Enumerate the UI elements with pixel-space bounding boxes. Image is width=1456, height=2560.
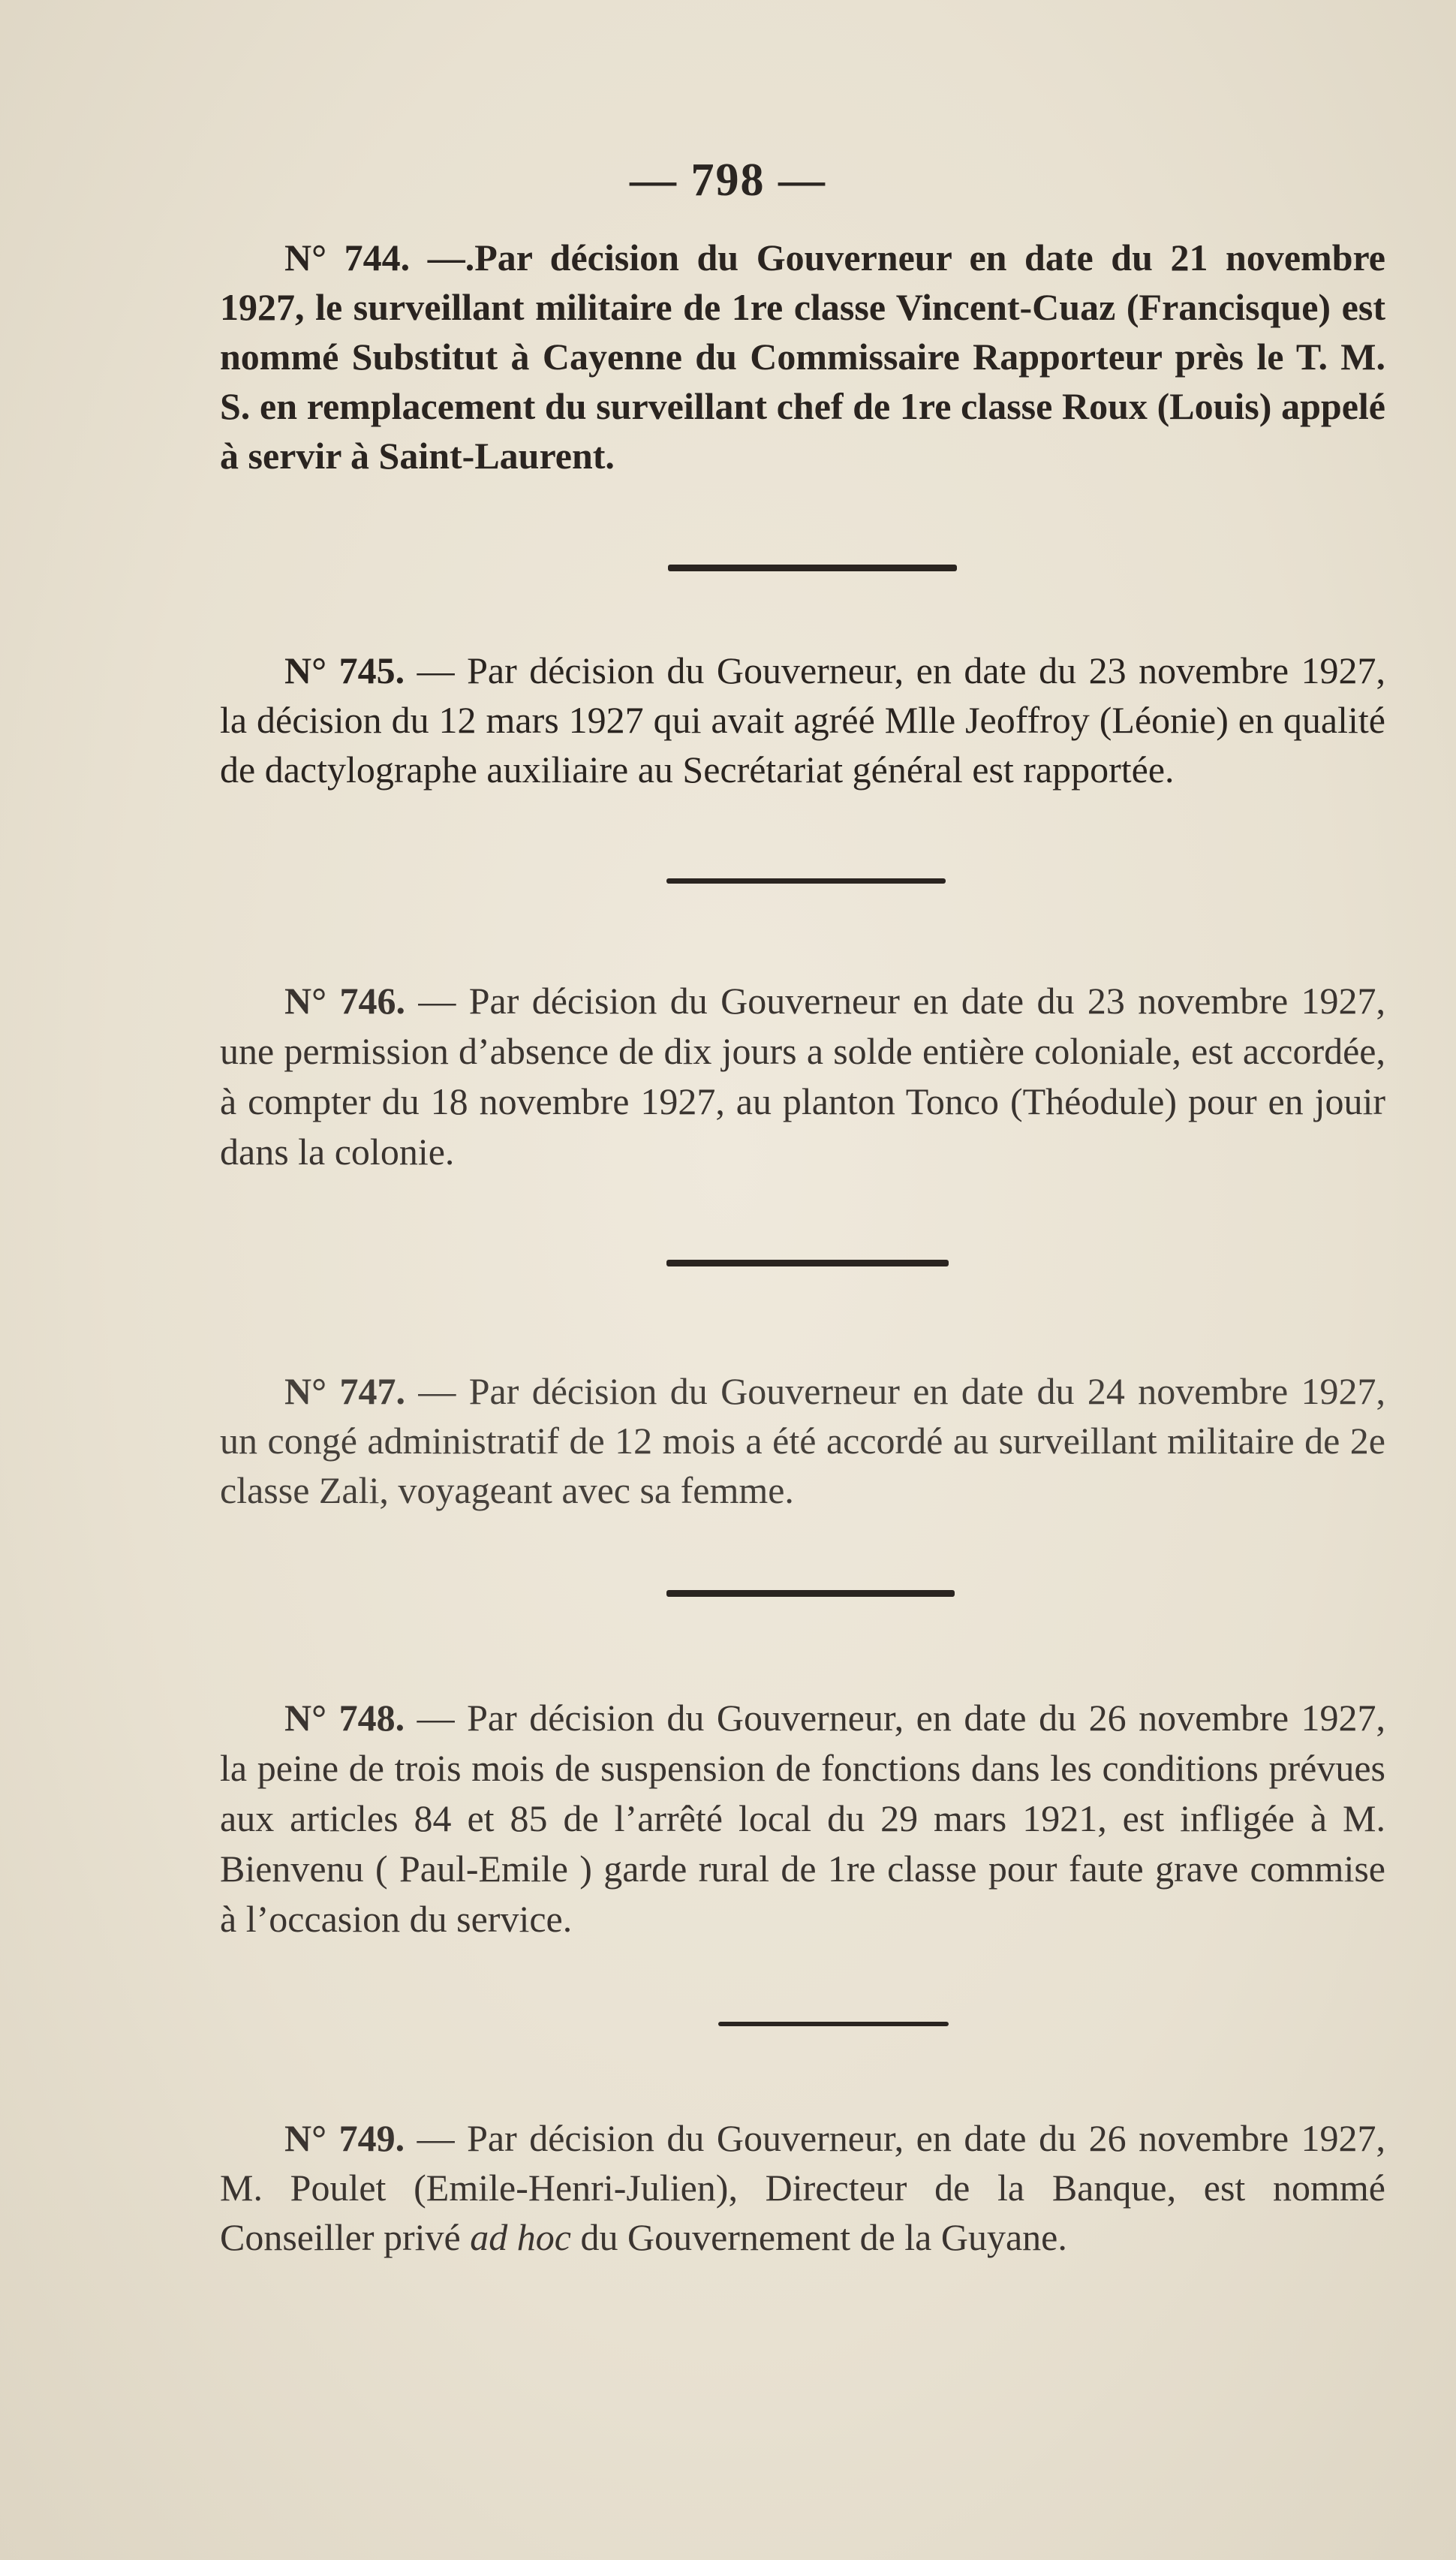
entry-text: — Par décision du Gouverneur, en date du 23 novembre 1927, la décision du 12 mars 1927 qui avait agréé Mlle Jeoffroy (Léonie) en qualité de dactylographe auxiliaire au Secrétariat général est rapportée. xyxy=(220,649,1386,791)
entry-text: — Par décision du Gouverneur, en date du 26 novembre 1927, la peine de trois mois de suspension de fonctions dans les conditions prévues aux articles 84 et 85 de l’arrêté local du 29 mars 1921, est infligée à M. Bienvenu ( Paul-Emile ) garde rural de 1re classe pour faute grave commise à l’occasion du service. xyxy=(220,1697,1386,1940)
entry-text-end: du Gouvernement de la Guyane. xyxy=(570,2216,1067,2258)
separator-rule xyxy=(666,1590,955,1597)
entry-text: — Par décision du Gouverneur, en date du 26 novembre 1927, M. Poulet (Emile-Henri-Julien), Directeur de la Banque, est nommé Conseiller privé xyxy=(220,2117,1386,2258)
entry-italic-text: ad hoc xyxy=(470,2216,571,2258)
entry-number: N° 744. xyxy=(284,236,411,279)
entry-paragraph xyxy=(220,646,1385,794)
entry-paragraph xyxy=(220,1366,1385,1515)
entry-paragraph xyxy=(220,976,1385,1177)
entry-744 xyxy=(220,233,1385,480)
entry-paragraph xyxy=(220,2113,1385,2262)
entry-paragraph xyxy=(220,1693,1385,1944)
entry-number: N° 746. xyxy=(284,980,405,1022)
page-number: — 798 — xyxy=(630,155,826,206)
entry-number: N° 747. xyxy=(284,1370,405,1412)
separator-rule xyxy=(666,878,946,884)
entry-number: N° 748. xyxy=(284,1697,405,1739)
entry-747 xyxy=(220,1366,1385,1515)
entry-text: — Par décision du Gouverneur en date du 24 novembre 1927, un congé administratif de 12 mois a été accordé au surveillant militaire de 2e classe Zali, voyageant avec sa femme. xyxy=(220,1370,1386,1511)
entry-paragraph xyxy=(220,233,1385,480)
entry-749 xyxy=(220,2113,1385,2262)
entry-number: N° 745. xyxy=(284,649,405,691)
entry-748 xyxy=(220,1693,1385,1944)
entry-number: N° 749. xyxy=(284,2117,405,2159)
entry-746 xyxy=(220,976,1385,1177)
separator-rule xyxy=(666,1260,949,1266)
entry-text: —.Par décision du Gouverneur en date du 21 novembre 1927, le surveillant militaire de 1re classe Vincent-Cuaz (Francisque) est nommé Substitut à Cayenne du Commissaire Rapporteur près le T. M. S. en remplacement du surveillant chef de 1re classe Roux (Louis) appelé à servir à Saint-Laurent. xyxy=(220,236,1385,477)
entry-text: — Par décision du Gouverneur en date du 23 novembre 1927, une permission d’absence de dix jours a solde entière coloniale, est accordée, à compter du 18 novembre 1927, au planton Tonco (Théodule) pour en jouir dans la colonie. xyxy=(220,980,1386,1173)
separator-rule xyxy=(718,2022,949,2026)
entry-745 xyxy=(220,646,1385,794)
separator-rule xyxy=(668,565,957,571)
